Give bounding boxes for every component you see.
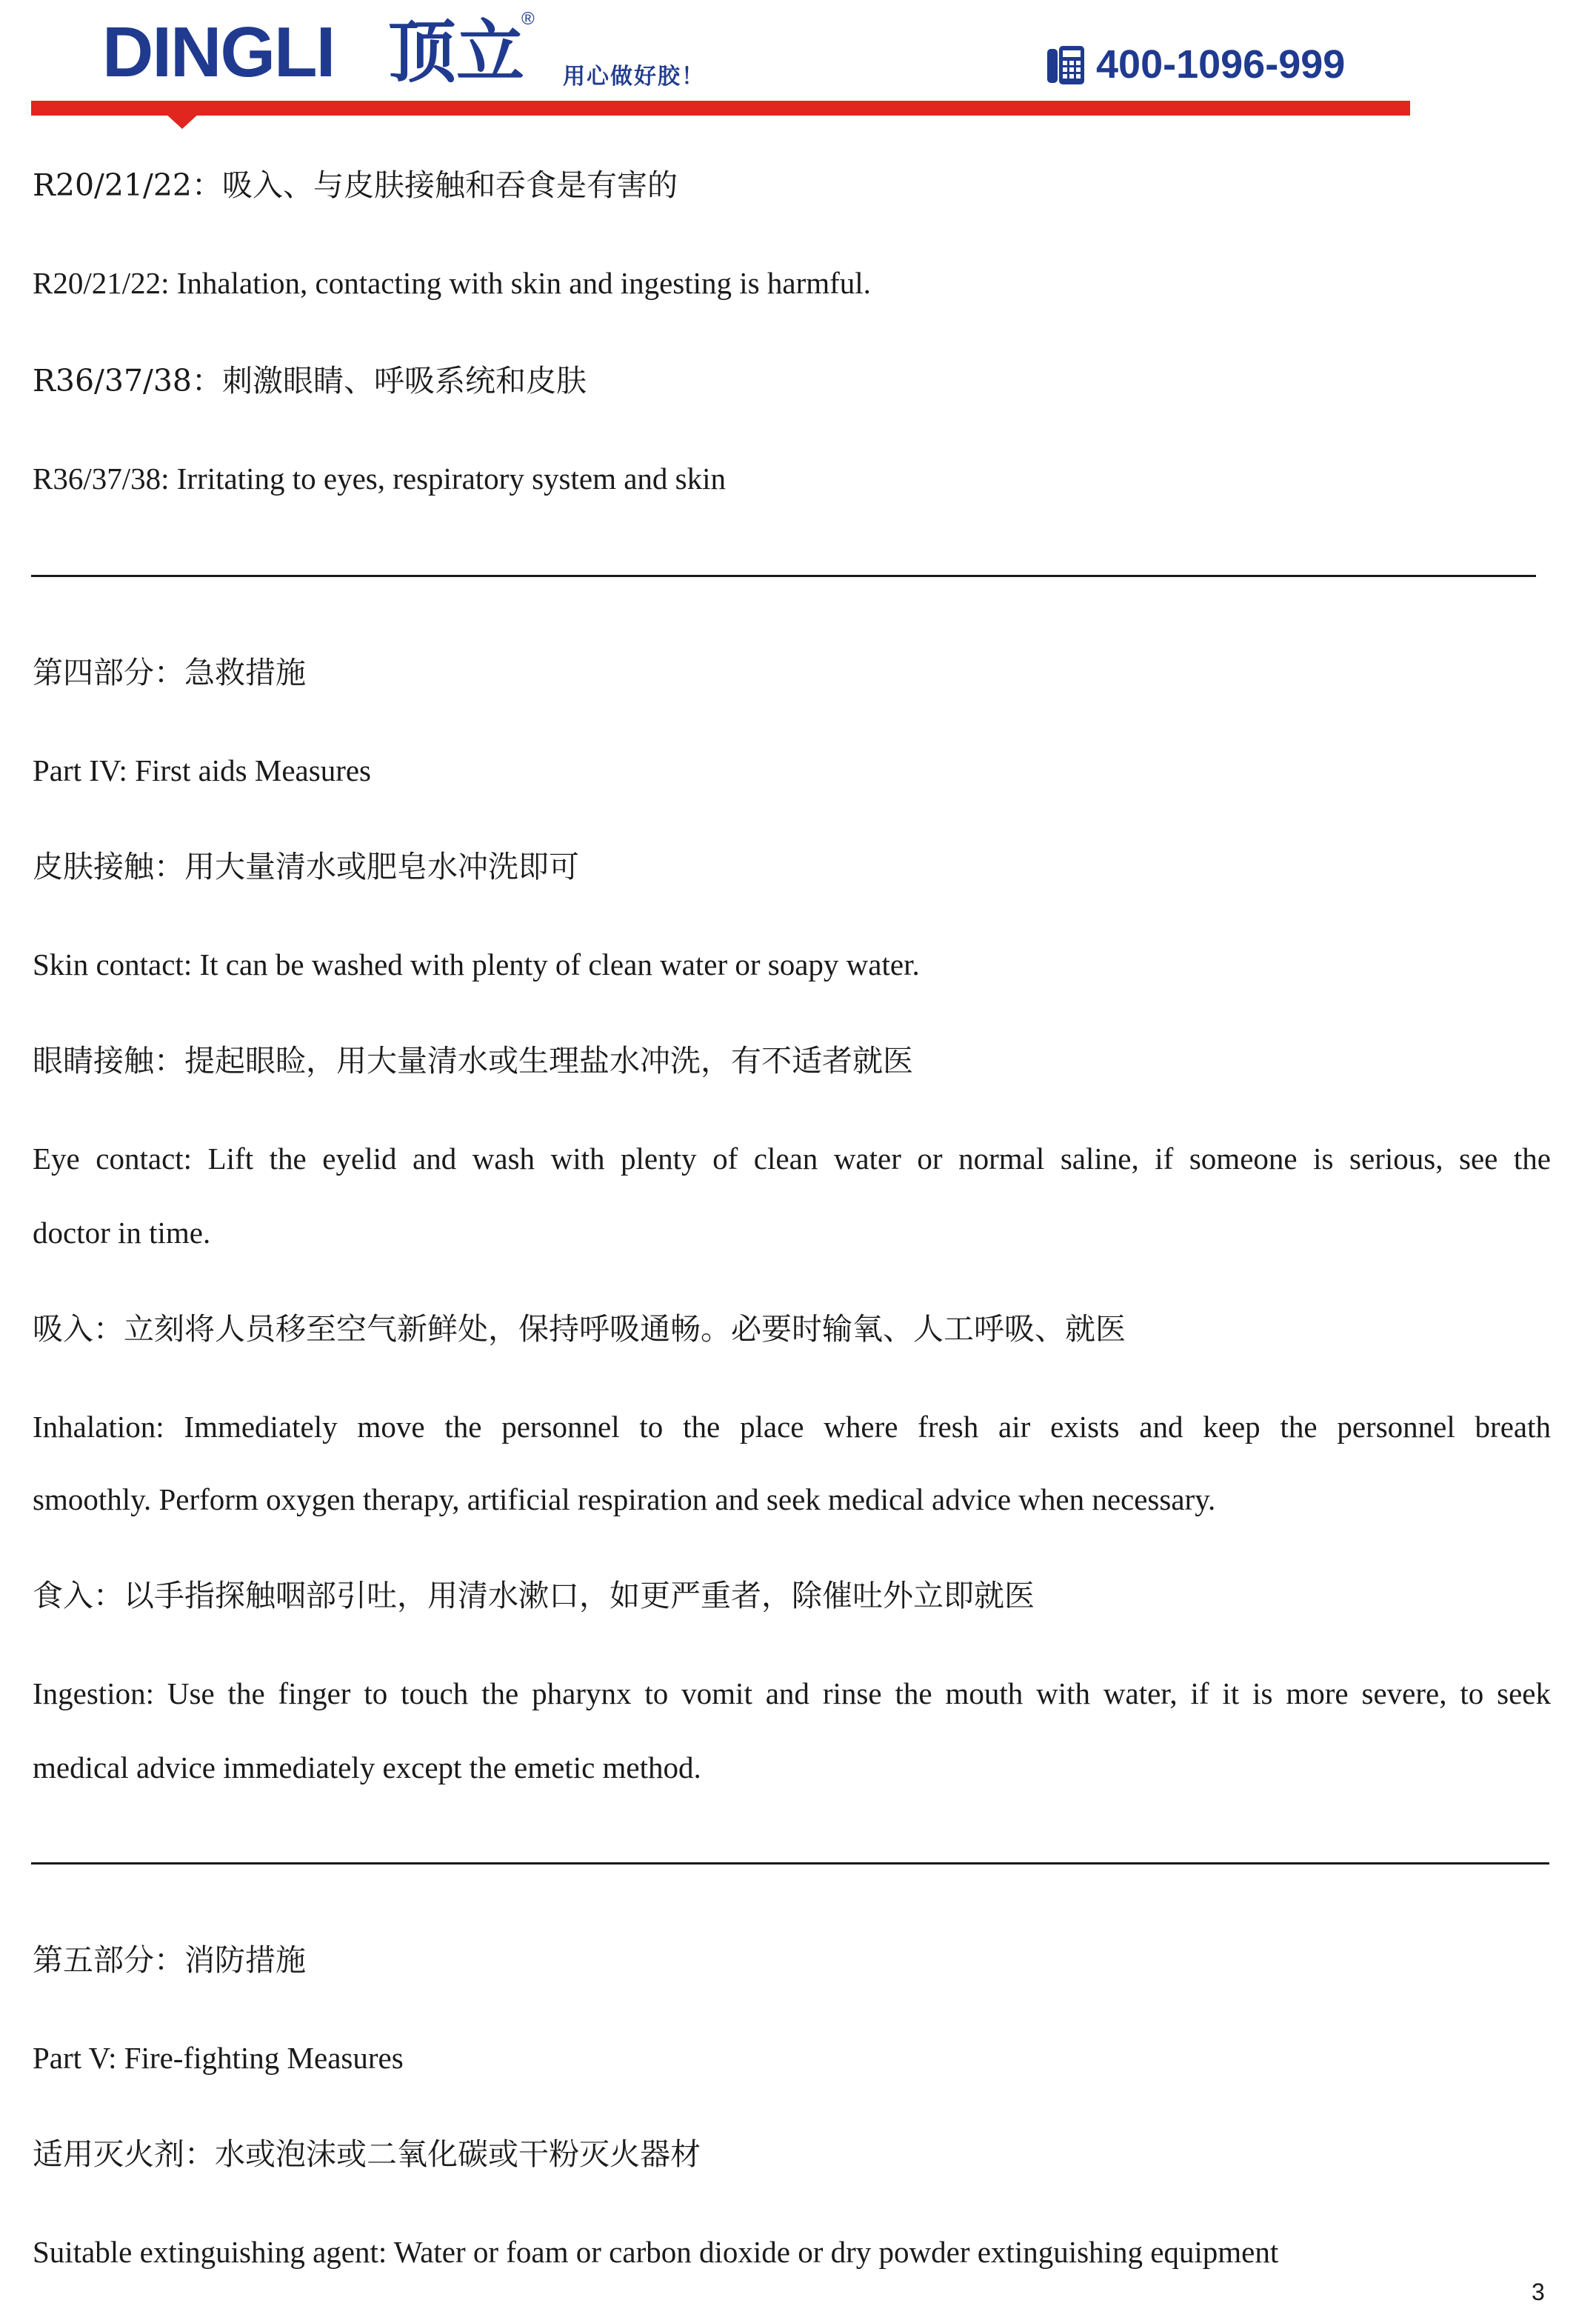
ingestion-cn: 食入：以手指探触咽部引吐，用清水漱口，如更严重者，除催吐外立即就医 <box>33 1578 1035 1613</box>
eye-contact-en-line1: Eye contact: Lift the eyelid and wash with plenty of clean water or normal saline, if someone is serious, see the <box>33 1142 1551 1176</box>
ingestion-en-line2: medical advice immediately except the emetic method. <box>33 1750 701 1785</box>
risk-r20-en: R20/21/22: Inhalation, contacting with skin and ingesting is harmful. <box>33 266 871 300</box>
part5-title-cn: 第五部分：消防措施 <box>33 1942 306 1978</box>
eye-contact-en-line2: doctor in time. <box>33 1216 211 1250</box>
registered-mark: ® <box>521 9 535 29</box>
logo-chinese: 顶立 <box>388 13 525 92</box>
risk-r20-cn: R20/21/22：吸入、与皮肤接触和吞食是有害的 <box>33 167 678 203</box>
phone-icon <box>1046 44 1086 86</box>
phone-number: 400-1096-999 <box>1096 42 1346 87</box>
eye-contact-cn: 眼睛接触：提起眼睑，用大量清水或生理盐水冲洗，有不适者就医 <box>33 1043 913 1079</box>
slogan: 用心做好胶！ <box>563 64 705 90</box>
extinguishing-agent-en: Suitable extinguishing agent: Water or foam or carbon dioxide or dry powder extinguishing equipment <box>33 2235 1279 2269</box>
inhalation-en-line1: Inhalation: Immediately move the personnel to the place where fresh air exists and keep the personnel breath <box>33 1410 1551 1444</box>
header-accent-bar <box>31 101 1410 116</box>
extinguishing-agent-cn: 适用灭火剂：水或泡沫或二氧化碳或干粉灭火器材 <box>33 2136 701 2172</box>
risk-r36-cn: R36/37/38：刺激眼睛、呼吸系统和皮肤 <box>33 363 587 399</box>
page-number: 3 <box>1532 2279 1545 2305</box>
page-header <box>0 0 1596 130</box>
section-divider <box>31 1862 1549 1865</box>
part4-title-cn: 第四部分：急救措施 <box>33 655 306 690</box>
skin-contact-en: Skin contact: It can be washed with plenty of clean water or soapy water. <box>33 947 920 982</box>
part4-title-en: Part IV: First aids Measures <box>33 753 372 787</box>
header-accent-notch <box>164 113 200 129</box>
part5-title-en: Part V: Fire-fighting Measures <box>33 2041 404 2075</box>
inhalation-en-line2: smoothly. Perform oxygen therapy, artificial respiration and seek medical advice when necessary. <box>33 1482 1216 1516</box>
skin-contact-cn: 皮肤接触：用大量清水或肥皂水冲洗即可 <box>33 849 579 884</box>
risk-r36-en: R36/37/38: Irritating to eyes, respiratory system and skin <box>33 461 727 496</box>
section-divider <box>31 575 1536 577</box>
inhalation-cn: 吸入：立刻将人员移至空气新鲜处，保持呼吸通畅。必要时输氧、人工呼吸、就医 <box>33 1311 1126 1347</box>
logo-dingli: DINGLI <box>102 13 335 92</box>
ingestion-en-line1: Ingestion: Use the finger to touch the pharynx to vomit and rinse the mouth with water, if it is more severe, to seek <box>33 1676 1551 1710</box>
